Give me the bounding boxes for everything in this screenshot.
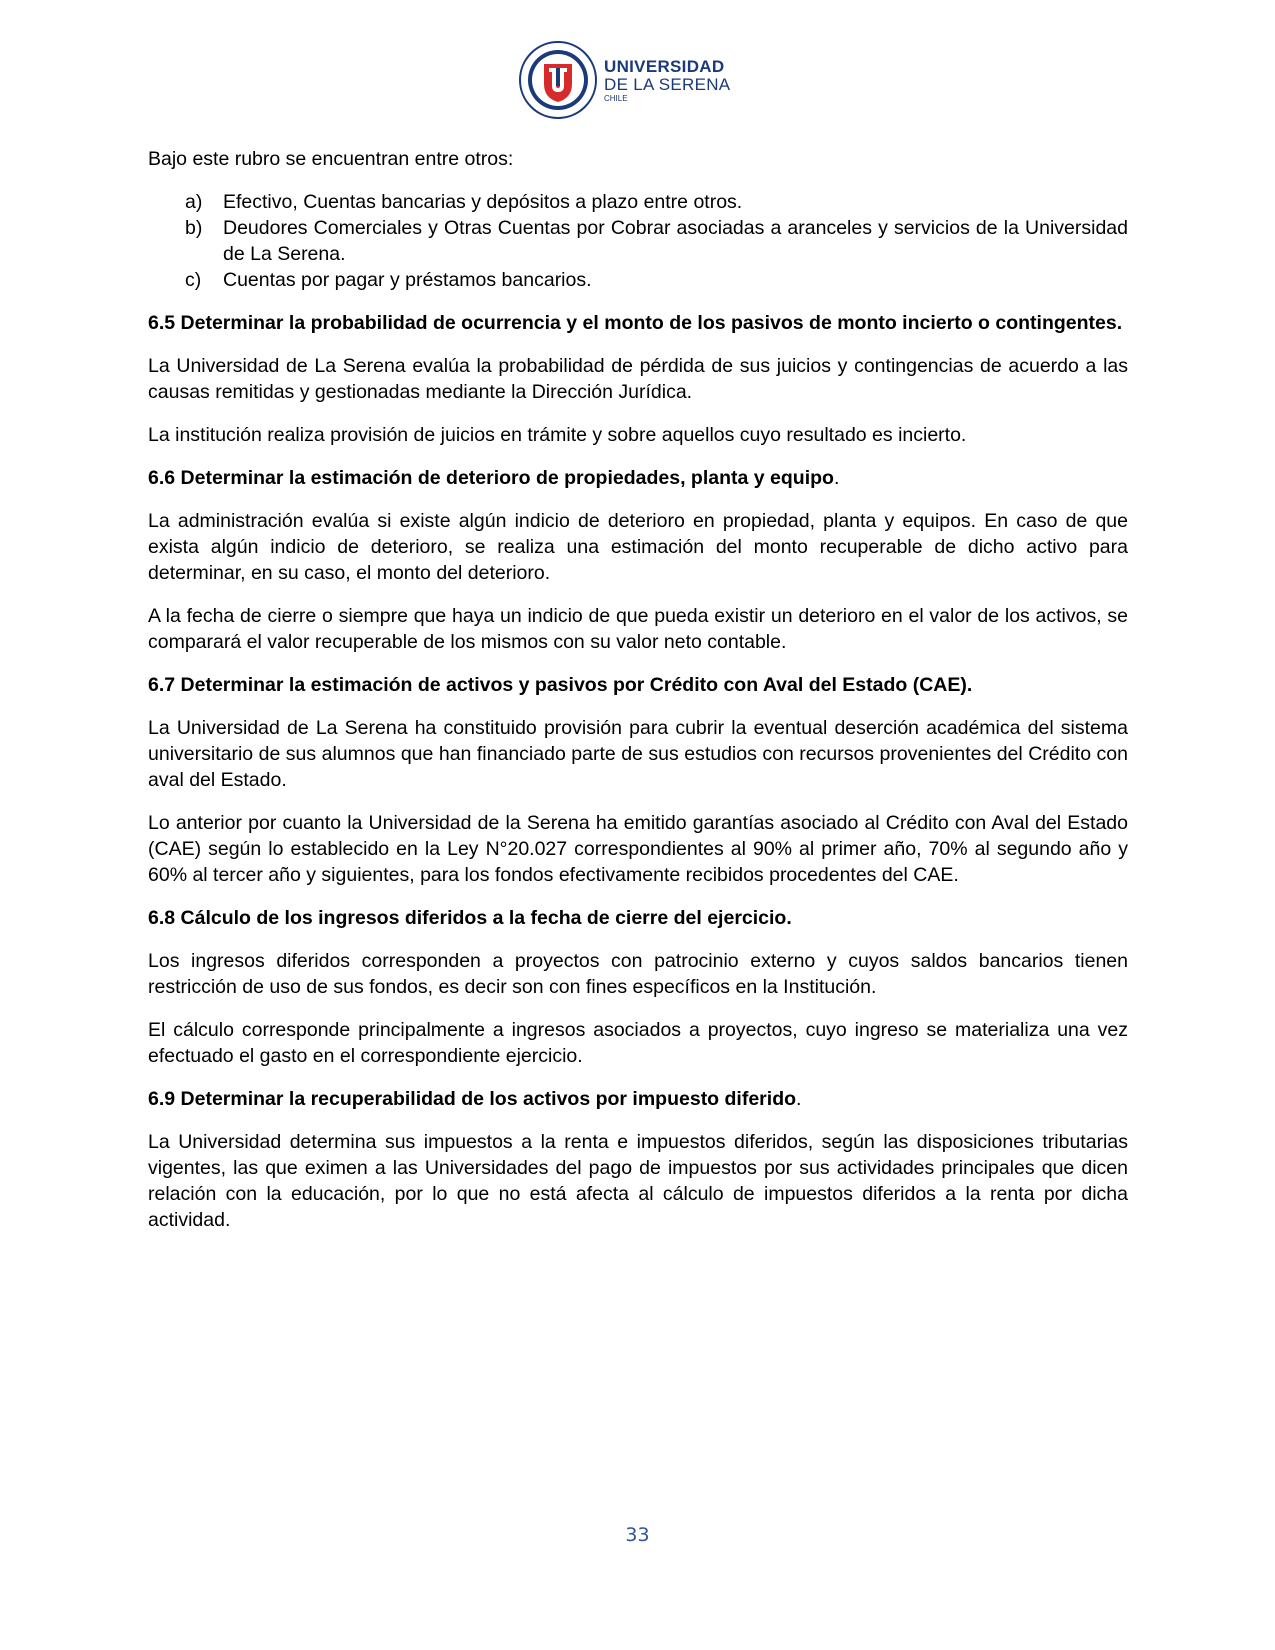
university-seal-icon <box>518 40 598 120</box>
section-6-5-paragraph-1: La Universidad de La Serena evalúa la probabilidad de pérdida de sus juicios y contingencias de acuerdo a las causas remitidas y gestionadas mediante la Dirección Jurídica. <box>148 355 1128 403</box>
page-header <box>0 40 1275 120</box>
intro-paragraph: Bajo este rubro se encuentran entre otros: <box>148 148 514 170</box>
section-6-6-heading-wrapper <box>148 465 1128 491</box>
document-body <box>148 146 1128 1250</box>
logo-country: CHILE <box>604 93 628 103</box>
section-6-7-heading: 6.7 Determinar la estimación de activos y pasivos por Crédito con Aval del Estado (CAE). <box>148 674 973 696</box>
list-item-text: Deudores Comerciales y Otras Cuentas por Cobrar asociadas a aranceles y servicios de la Universidad de La Serena. <box>223 217 1128 265</box>
section-6-9-heading-wrapper <box>148 1086 1128 1112</box>
section-6-6-heading: 6.6 Determinar la estimación de deterioro de propiedades, planta y equipo <box>148 467 834 489</box>
list-item <box>148 189 1128 215</box>
list-item <box>148 215 1128 267</box>
items-list <box>148 189 1128 293</box>
logo-subtitle: DE LA SERENA <box>604 74 731 94</box>
section-6-5-heading: 6.5 Determinar la probabilidad de ocurrencia y el monto de los pasivos de monto incierto o contingentes. <box>148 312 1123 334</box>
section-6-6-paragraph-2: A la fecha de cierre o siempre que haya un indicio de que pueda existir un deterioro en el valor de los activos, se comparará el valor recuperable de los mismos con su valor neto contable. <box>148 605 1128 653</box>
section-6-9-paragraph-1: La Universidad determina sus impuestos a la renta e impuestos diferidos, según las disposiciones tributarias vigentes, las que eximen a las Universidades del pago de impuestos por sus actividades principales que dicen relación con la educación, por lo que no está afecta al cálculo de impuestos diferidos a la renta por dicha actividad. <box>148 1131 1128 1231</box>
section-6-9-heading-period: . <box>796 1088 802 1110</box>
section-6-5-paragraph-2: La institución realiza provisión de juicios en trámite y sobre aquellos cuyo resultado es incierto. <box>148 424 967 446</box>
section-6-8-paragraph-1: Los ingresos diferidos corresponden a proyectos con patrocinio externo y cuyos saldos bancarios tienen restricción de uso de sus fondos, es decir son con fines específicos en la Institución. <box>148 950 1128 998</box>
list-item-text: Cuentas por pagar y préstamos bancarios. <box>223 269 592 291</box>
section-6-7-paragraph-1: La Universidad de La Serena ha constituido provisión para cubrir la eventual deserción académica del sistema universitario de sus alumnos que han financiado parte de sus estudios con recursos provenientes del Crédito con aval del Estado. <box>148 717 1128 791</box>
page-number: 33 <box>625 1524 650 1546</box>
logo-title: UNIVERSIDAD <box>604 56 725 76</box>
university-logo <box>518 40 730 120</box>
section-6-8-paragraph-2: El cálculo corresponde principalmente a ingresos asociados a proyectos, cuyo ingreso se materializa una vez efectuado el gasto en el correspondiente ejercicio. <box>148 1019 1128 1067</box>
list-marker: c) <box>185 269 202 291</box>
section-6-7-paragraph-2: Lo anterior por cuanto la Universidad de la Serena ha emitido garantías asociado al Crédito con Aval del Estado (CAE) según lo establecido en la Ley N°20.027 correspondientes al 90% al primer año, 70% al segundo año y 60% al tercer año y siguientes, para los fondos efectivamente recibidos procedentes del CAE. <box>148 812 1128 886</box>
list-marker: b) <box>185 217 203 239</box>
logo-wordmark <box>604 58 730 103</box>
list-marker: a) <box>185 191 203 213</box>
list-item-text: Efectivo, Cuentas bancarias y depósitos a plazo entre otros. <box>223 191 743 213</box>
section-6-9-heading: 6.9 Determinar la recuperabilidad de los activos por impuesto diferido <box>148 1088 797 1110</box>
section-6-6-paragraph-1: La administración evalúa si existe algún indicio de deterioro en propiedad, planta y equipos. En caso de que exista algún indicio de deterioro, se realiza una estimación del monto recuperable de dicho activo para determinar, en su caso, el monto del deterioro. <box>148 510 1128 584</box>
section-6-8-heading: 6.8 Cálculo de los ingresos diferidos a la fecha de cierre del ejercicio. <box>148 907 792 929</box>
section-6-6-heading-period: . <box>833 467 840 489</box>
list-item <box>148 267 1128 293</box>
